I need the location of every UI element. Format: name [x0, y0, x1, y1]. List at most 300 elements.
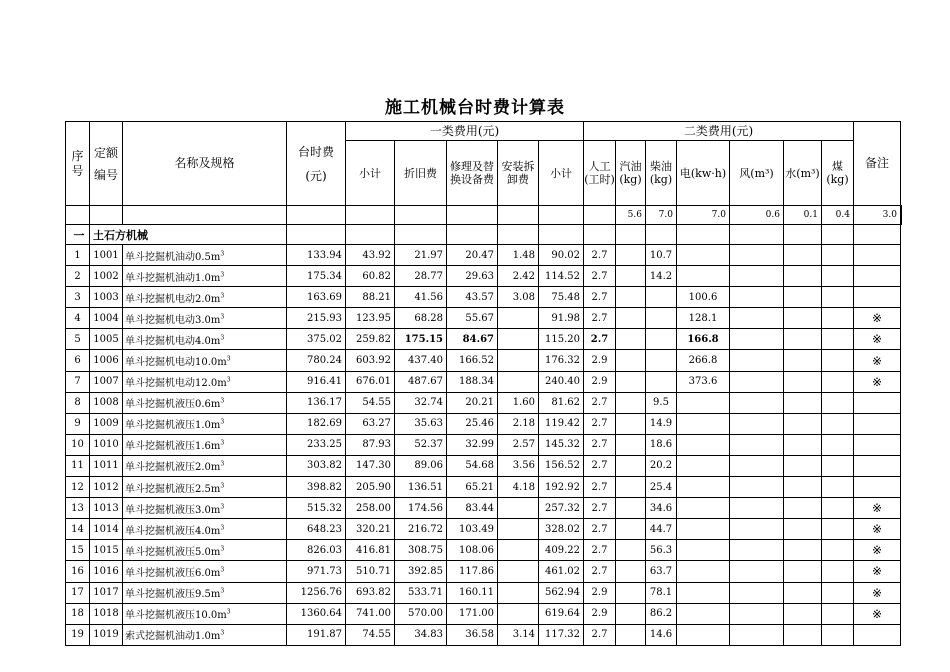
- row-code: 1006: [90, 350, 123, 371]
- header-wind: 风(m³): [730, 141, 784, 206]
- section-name: 土石方机械: [90, 225, 287, 245]
- row-c2-subtotal: 115.20: [539, 329, 584, 350]
- row-hourly-cost: 780.24: [287, 350, 346, 371]
- header-water: 水(m³): [784, 141, 822, 206]
- row-c1-subtotal: 123.95: [346, 308, 395, 329]
- price-electric: 0.6: [730, 206, 784, 225]
- row-electric: [677, 540, 730, 561]
- row-diesel: 9.5: [646, 392, 677, 413]
- row-gasoline: [616, 519, 646, 540]
- row-labor: 2.7: [584, 245, 616, 266]
- row-coal: [822, 624, 854, 645]
- table-row: [66, 350, 902, 371]
- table-row: [66, 561, 902, 582]
- row-wind: [730, 287, 784, 308]
- row-wind: [730, 392, 784, 413]
- header-c1-subtotal: 小计: [346, 141, 395, 206]
- table-row: [66, 308, 902, 329]
- row-wind: [730, 329, 784, 350]
- row-coal: [822, 413, 854, 434]
- row-electric: [677, 434, 730, 455]
- row-remark: [854, 266, 901, 287]
- row-repair: 117.86: [447, 561, 498, 582]
- row-gasoline: [616, 498, 646, 519]
- row-c2-subtotal: 145.32: [539, 434, 584, 455]
- row-name: 单斗挖掘机电动$2.0m^3$: [123, 287, 287, 308]
- row-repair: 188.34: [447, 371, 498, 392]
- row-gasoline: [616, 392, 646, 413]
- row-electric: [677, 392, 730, 413]
- row-repair: 54.68: [447, 455, 498, 476]
- table-row: [66, 582, 902, 603]
- row-remark: [854, 624, 901, 645]
- row-coal: [822, 350, 854, 371]
- row-gasoline: [616, 245, 646, 266]
- row-gasoline: [616, 434, 646, 455]
- row-install: [498, 519, 539, 540]
- row-coal: [822, 519, 854, 540]
- header-c1-depreciation: 折旧费: [395, 141, 447, 206]
- row-name: 单斗挖掘机液压$10.0m^3$: [123, 603, 287, 624]
- row-install: [498, 308, 539, 329]
- row-depreciation: 308.75: [395, 540, 447, 561]
- row-depreciation: 437.40: [395, 350, 447, 371]
- row-install: [498, 540, 539, 561]
- row-seq: 12: [66, 477, 90, 498]
- row-electric: [677, 245, 730, 266]
- row-diesel: 14.6: [646, 624, 677, 645]
- price-diesel: 7.0: [677, 206, 730, 225]
- row-diesel: [646, 287, 677, 308]
- row-name: 单斗挖掘机液压$9.5m^3$: [123, 582, 287, 603]
- row-coal: [822, 392, 854, 413]
- row-hourly-cost: 971.73: [287, 561, 346, 582]
- row-seq: 11: [66, 455, 90, 476]
- row-remark: ※: [854, 350, 901, 371]
- row-labor: 2.7: [584, 392, 616, 413]
- row-seq: 9: [66, 413, 90, 434]
- row-c2-subtotal: 81.62: [539, 392, 584, 413]
- header-labor: 人工(工时): [584, 141, 616, 206]
- row-electric: [677, 561, 730, 582]
- row-c1-subtotal: 43.92: [346, 245, 395, 266]
- row-code: 1013: [90, 498, 123, 519]
- row-electric: [677, 498, 730, 519]
- row-water: [784, 287, 822, 308]
- header-hourly-cost-label: 台时费: [297, 144, 334, 159]
- row-wind: [730, 582, 784, 603]
- row-seq: 8: [66, 392, 90, 413]
- row-wind: [730, 350, 784, 371]
- row-c1-subtotal: 147.30: [346, 455, 395, 476]
- row-install: 2.18: [498, 413, 539, 434]
- header-c1-install: 安装拆卸费: [498, 141, 539, 206]
- row-c1-subtotal: 320.21: [346, 519, 395, 540]
- row-seq: 1: [66, 245, 90, 266]
- row-seq: 10: [66, 434, 90, 455]
- table-row: [66, 455, 902, 476]
- row-remark: ※: [854, 582, 901, 603]
- row-install: 1.60: [498, 392, 539, 413]
- row-c1-subtotal: 741.00: [346, 603, 395, 624]
- row-diesel: [646, 371, 677, 392]
- row-repair: 20.21: [447, 392, 498, 413]
- row-repair: 32.99: [447, 434, 498, 455]
- row-depreciation: 35.63: [395, 413, 447, 434]
- row-coal: [822, 287, 854, 308]
- row-labor: 2.9: [584, 603, 616, 624]
- table-row: [66, 245, 902, 266]
- row-remark: ※: [854, 540, 901, 561]
- header-quota-no: 定额编号: [90, 122, 123, 206]
- row-install: 1.48: [498, 245, 539, 266]
- row-seq: 14: [66, 519, 90, 540]
- row-repair: 84.67: [447, 329, 498, 350]
- row-labor: 2.7: [584, 455, 616, 476]
- row-remark: [854, 245, 901, 266]
- row-code: 1008: [90, 392, 123, 413]
- row-water: [784, 624, 822, 645]
- row-seq: 2: [66, 266, 90, 287]
- table-row: [66, 413, 902, 434]
- row-c2-subtotal: 257.32: [539, 498, 584, 519]
- table-row: [66, 329, 902, 350]
- header-name-spec: 名称及规格: [123, 122, 287, 206]
- row-c2-subtotal: 240.40: [539, 371, 584, 392]
- row-coal: [822, 455, 854, 476]
- row-repair: 25.46: [447, 413, 498, 434]
- row-install: [498, 582, 539, 603]
- row-water: [784, 540, 822, 561]
- row-name: 单斗挖掘机液压$6.0m^3$: [123, 561, 287, 582]
- row-diesel: 34.6: [646, 498, 677, 519]
- header-class2: 二类费用(元): [584, 122, 854, 141]
- row-electric: [677, 603, 730, 624]
- row-c1-subtotal: 205.90: [346, 477, 395, 498]
- row-code: 1019: [90, 624, 123, 645]
- row-install: [498, 350, 539, 371]
- row-seq: 15: [66, 540, 90, 561]
- row-install: [498, 329, 539, 350]
- row-repair: 83.44: [447, 498, 498, 519]
- row-install: [498, 498, 539, 519]
- row-diesel: 78.1: [646, 582, 677, 603]
- row-depreciation: 570.00: [395, 603, 447, 624]
- row-wind: [730, 540, 784, 561]
- row-electric: [677, 624, 730, 645]
- row-wind: [730, 561, 784, 582]
- row-electric: [677, 582, 730, 603]
- row-c1-subtotal: 259.82: [346, 329, 395, 350]
- price-coal: 3.0: [854, 206, 901, 225]
- row-gasoline: [616, 413, 646, 434]
- row-depreciation: 487.67: [395, 371, 447, 392]
- row-electric: 128.1: [677, 308, 730, 329]
- row-wind: [730, 371, 784, 392]
- row-water: [784, 434, 822, 455]
- row-code: 1001: [90, 245, 123, 266]
- row-c1-subtotal: 60.82: [346, 266, 395, 287]
- row-labor: 2.7: [584, 561, 616, 582]
- table-row: [66, 624, 902, 645]
- row-hourly-cost: 175.34: [287, 266, 346, 287]
- row-name: 单斗挖掘机电动$10.0m^3$: [123, 350, 287, 371]
- row-labor: 2.7: [584, 308, 616, 329]
- row-code: 1017: [90, 582, 123, 603]
- row-gasoline: [616, 287, 646, 308]
- row-labor: 2.9: [584, 371, 616, 392]
- row-remark: [854, 287, 901, 308]
- row-name: 索式挖掘机油动$1.0m^3$: [123, 624, 287, 645]
- row-seq: 18: [66, 603, 90, 624]
- row-code: 1005: [90, 329, 123, 350]
- row-install: [498, 371, 539, 392]
- row-wind: [730, 308, 784, 329]
- row-wind: [730, 413, 784, 434]
- row-code: 1002: [90, 266, 123, 287]
- row-c1-subtotal: 603.92: [346, 350, 395, 371]
- row-labor: 2.7: [584, 477, 616, 498]
- row-hourly-cost: 215.93: [287, 308, 346, 329]
- row-remark: [854, 455, 901, 476]
- row-code: 1012: [90, 477, 123, 498]
- table-row: [66, 519, 902, 540]
- row-water: [784, 329, 822, 350]
- machine-cost-table: [65, 121, 902, 646]
- row-depreciation: 89.06: [395, 455, 447, 476]
- row-c1-subtotal: 258.00: [346, 498, 395, 519]
- row-hourly-cost: 182.69: [287, 413, 346, 434]
- row-remark: [854, 477, 901, 498]
- row-name: 单斗挖掘机液压$2.5m^3$: [123, 477, 287, 498]
- row-coal: [822, 371, 854, 392]
- header-c1-repair: 修理及替换设备费: [447, 141, 498, 206]
- row-repair: 29.63: [447, 266, 498, 287]
- row-hourly-cost: 1360.64: [287, 603, 346, 624]
- header-diesel: 柴油(kg): [646, 141, 677, 206]
- row-hourly-cost: 191.87: [287, 624, 346, 645]
- row-coal: [822, 603, 854, 624]
- row-hourly-cost: 303.82: [287, 455, 346, 476]
- row-diesel: 44.7: [646, 519, 677, 540]
- row-remark: [854, 434, 901, 455]
- row-hourly-cost: 375.02: [287, 329, 346, 350]
- price-gasoline: 7.0: [646, 206, 677, 225]
- row-install: 4.18: [498, 477, 539, 498]
- row-hourly-cost: 916.41: [287, 371, 346, 392]
- row-c1-subtotal: 87.93: [346, 434, 395, 455]
- row-water: [784, 455, 822, 476]
- row-depreciation: 34.83: [395, 624, 447, 645]
- row-repair: 65.21: [447, 477, 498, 498]
- row-install: 3.14: [498, 624, 539, 645]
- row-depreciation: 392.85: [395, 561, 447, 582]
- row-electric: [677, 519, 730, 540]
- row-electric: [677, 266, 730, 287]
- row-labor: 2.7: [584, 329, 616, 350]
- row-name: 单斗挖掘机油动$0.5m^3$: [123, 245, 287, 266]
- row-depreciation: 175.15: [395, 329, 447, 350]
- row-labor: 2.9: [584, 582, 616, 603]
- row-code: 1010: [90, 434, 123, 455]
- row-water: [784, 266, 822, 287]
- row-water: [784, 603, 822, 624]
- row-name: 单斗挖掘机液压$5.0m^3$: [123, 540, 287, 561]
- row-gasoline: [616, 455, 646, 476]
- row-gasoline: [616, 329, 646, 350]
- row-seq: 13: [66, 498, 90, 519]
- row-diesel: 14.9: [646, 413, 677, 434]
- section-row: [66, 225, 902, 245]
- row-diesel: 86.2: [646, 603, 677, 624]
- row-c2-subtotal: 176.32: [539, 350, 584, 371]
- row-diesel: 25.4: [646, 477, 677, 498]
- row-electric: 100.6: [677, 287, 730, 308]
- row-name: 单斗挖掘机液压$0.6m^3$: [123, 392, 287, 413]
- row-water: [784, 392, 822, 413]
- row-c1-subtotal: 88.21: [346, 287, 395, 308]
- row-repair: 55.67: [447, 308, 498, 329]
- row-labor: 2.7: [584, 266, 616, 287]
- row-remark: ※: [854, 519, 901, 540]
- table-row: [66, 540, 902, 561]
- row-wind: [730, 477, 784, 498]
- row-remark: ※: [854, 371, 901, 392]
- row-install: 2.57: [498, 434, 539, 455]
- row-wind: [730, 245, 784, 266]
- row-depreciation: 52.37: [395, 434, 447, 455]
- row-water: [784, 477, 822, 498]
- table-row: [66, 603, 902, 624]
- row-name: 单斗挖掘机油动$1.0m^3$: [123, 266, 287, 287]
- row-hourly-cost: 826.03: [287, 540, 346, 561]
- row-depreciation: 174.56: [395, 498, 447, 519]
- row-seq: 6: [66, 350, 90, 371]
- row-coal: [822, 434, 854, 455]
- row-install: 2.42: [498, 266, 539, 287]
- header-electric: 电(kw·h): [677, 141, 730, 206]
- row-gasoline: [616, 350, 646, 371]
- row-repair: 36.58: [447, 624, 498, 645]
- row-remark: ※: [854, 603, 901, 624]
- row-gasoline: [616, 371, 646, 392]
- row-c2-subtotal: 461.02: [539, 561, 584, 582]
- table-row: [66, 392, 902, 413]
- row-labor: 2.7: [584, 498, 616, 519]
- row-code: 1004: [90, 308, 123, 329]
- header-hourly-cost: [287, 122, 346, 206]
- row-gasoline: [616, 308, 646, 329]
- row-diesel: 18.6: [646, 434, 677, 455]
- row-code: 1016: [90, 561, 123, 582]
- row-wind: [730, 624, 784, 645]
- row-c2-subtotal: 156.52: [539, 455, 584, 476]
- row-wind: [730, 498, 784, 519]
- row-labor: 2.9: [584, 350, 616, 371]
- row-gasoline: [616, 540, 646, 561]
- row-labor: 2.7: [584, 519, 616, 540]
- row-gasoline: [616, 582, 646, 603]
- row-code: 1009: [90, 413, 123, 434]
- row-labor: 2.7: [584, 540, 616, 561]
- row-diesel: 14.2: [646, 266, 677, 287]
- row-gasoline: [616, 477, 646, 498]
- row-electric: 373.6: [677, 371, 730, 392]
- row-gasoline: [616, 624, 646, 645]
- row-code: 1011: [90, 455, 123, 476]
- table-row: [66, 434, 902, 455]
- header-remarks: 备注: [854, 122, 901, 206]
- row-c2-subtotal: 117.32: [539, 624, 584, 645]
- row-c1-subtotal: 693.82: [346, 582, 395, 603]
- row-depreciation: 32.74: [395, 392, 447, 413]
- row-hourly-cost: 133.94: [287, 245, 346, 266]
- row-repair: 171.00: [447, 603, 498, 624]
- row-gasoline: [616, 603, 646, 624]
- row-electric: 166.8: [677, 329, 730, 350]
- row-code: 1007: [90, 371, 123, 392]
- row-code: 1018: [90, 603, 123, 624]
- row-depreciation: 136.51: [395, 477, 447, 498]
- row-repair: 160.11: [447, 582, 498, 603]
- row-c2-subtotal: 114.52: [539, 266, 584, 287]
- row-labor: 2.7: [584, 287, 616, 308]
- row-wind: [730, 266, 784, 287]
- row-coal: [822, 561, 854, 582]
- header-class1: 一类费用(元): [346, 122, 584, 141]
- row-c2-subtotal: 119.42: [539, 413, 584, 434]
- row-electric: [677, 413, 730, 434]
- row-electric: 266.8: [677, 350, 730, 371]
- row-wind: [730, 603, 784, 624]
- row-hourly-cost: 515.32: [287, 498, 346, 519]
- row-c1-subtotal: 74.55: [346, 624, 395, 645]
- header-hourly-cost-unit: (元): [305, 168, 327, 183]
- row-seq: 16: [66, 561, 90, 582]
- row-water: [784, 308, 822, 329]
- row-c1-subtotal: 510.71: [346, 561, 395, 582]
- row-seq: 3: [66, 287, 90, 308]
- row-name: 单斗挖掘机液压$2.0m^3$: [123, 455, 287, 476]
- row-remark: ※: [854, 498, 901, 519]
- price-water: 0.4: [822, 206, 854, 225]
- unit-price-row: [66, 206, 902, 225]
- section-no: 一: [66, 225, 90, 245]
- price-labor: 5.6: [616, 206, 646, 225]
- row-diesel: 56.3: [646, 540, 677, 561]
- row-water: [784, 245, 822, 266]
- row-depreciation: 216.72: [395, 519, 447, 540]
- table-row: [66, 477, 902, 498]
- row-c1-subtotal: 416.81: [346, 540, 395, 561]
- row-coal: [822, 329, 854, 350]
- row-name: 单斗挖掘机电动$4.0m^3$: [123, 329, 287, 350]
- row-coal: [822, 266, 854, 287]
- price-wind: 0.1: [784, 206, 822, 225]
- row-water: [784, 519, 822, 540]
- header-c2-subtotal: 小计: [539, 141, 584, 206]
- row-labor: 2.7: [584, 624, 616, 645]
- table-row: [66, 371, 902, 392]
- row-hourly-cost: 233.25: [287, 434, 346, 455]
- row-coal: [822, 245, 854, 266]
- row-coal: [822, 540, 854, 561]
- row-diesel: 20.2: [646, 455, 677, 476]
- row-diesel: [646, 329, 677, 350]
- row-hourly-cost: 136.17: [287, 392, 346, 413]
- row-coal: [822, 308, 854, 329]
- row-depreciation: 533.71: [395, 582, 447, 603]
